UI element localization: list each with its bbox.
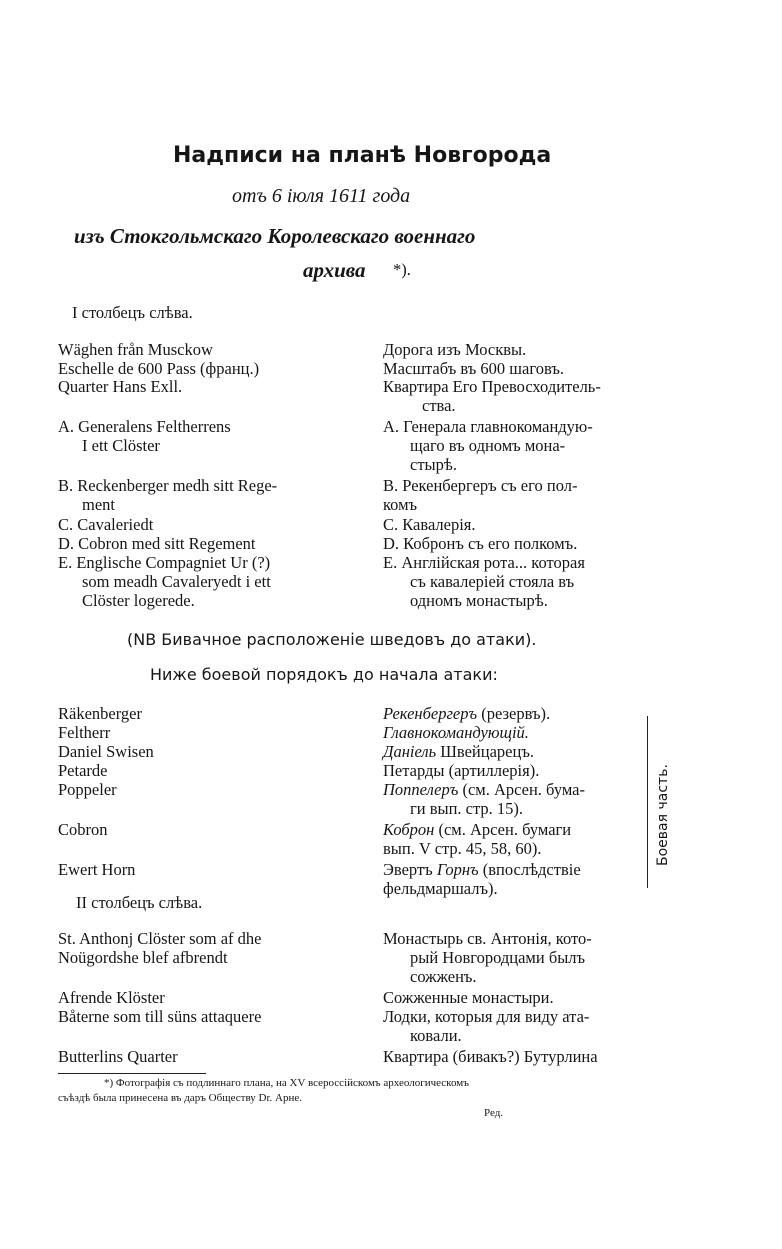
bracket [645,716,648,888]
left-text: ment [82,495,115,514]
source-line-2: архива [303,258,366,282]
left-text: Petarde [58,761,108,780]
left-text: B. Reckenberger medh sitt Rege- [58,476,278,495]
right-text: стырѣ. [410,455,457,474]
left-text: Daniel Swisen [58,742,154,761]
right-text: Даніель Швейцарецъ. [383,742,534,761]
right-text: Монастырь св. Антонія, кото- [383,929,592,948]
right-text: Коброн (см. Арсен. бумаги [383,820,572,839]
left-text: St. Anthonj Clöster som af dhe [58,929,262,948]
left-text: Clöster logerede. [82,591,195,610]
right-text: съ кавалеріей стояла въ [410,572,575,591]
left-text: I ett Clöster [82,436,160,455]
source-line-1: изъ Стокгольмскаго Королевскаго военнаго [74,224,476,248]
left-text: D. Cobron med sitt Regement [58,534,256,553]
footnote-line-1: *) Фотографія съ подлиннаго плана, на XV всероссійскомъ археологическомъ [104,1077,469,1089]
left-text: Quarter Hans Exll. [58,377,183,396]
left-text: C. Cavaleriedt [58,515,154,534]
right-text: рый Новгородцами былъ [410,948,586,967]
right-text: Петарды (артиллерія). [383,761,540,780]
footnote-signature: Ред. [484,1107,504,1119]
left-text: Ewert Horn [58,860,136,879]
right-text: Лодки, которыя для виду ата- [383,1007,590,1026]
right-text: одномъ монастырѣ. [410,591,548,610]
right-text: Поппелеръ (см. Арсен. бума- [383,780,586,799]
left-text: som meadh Cavaleryedt i ett [82,572,271,591]
right-text: B. Рекенбергеръ съ его пол- [383,476,578,495]
date-line: отъ 6 іюля 1611 года [232,185,411,207]
right-text: Эвертъ Горнъ (впослѣдствіе [383,860,581,879]
right-text: C. Кавалерія. [383,515,476,534]
side-label: Боевая часть. [655,764,671,866]
left-text: Båterne som till süns attaquere [58,1007,262,1026]
left-text: Butterlins Quarter [58,1047,178,1066]
right-text: A. Генерала главнокомандую- [383,417,593,436]
right-text: сожженъ. [410,967,477,986]
left-text: Afrende Klöster [58,988,165,1007]
right-text: Рекенбергеръ (резервъ). [383,704,551,723]
right-text: ковали. [410,1026,462,1045]
right-text: Квартира (бивакъ?) Бутурлина [383,1047,598,1066]
left-text: Feltherr [58,723,111,742]
left-text: Poppeler [58,780,117,799]
right-text: Дорога изъ Москвы. [383,340,527,359]
right-text: Главнокомандующій. [383,723,529,742]
battle-heading: Ниже боевой порядокъ до начала атаки: [150,665,498,684]
right-text: комъ [383,495,418,514]
right-text: щаго въ одномъ мона- [410,436,566,455]
footnote-mark: *). [393,260,411,279]
right-text: Сожженные монастыри. [383,988,554,1007]
right-text: Масштабъ въ 600 шаговъ. [383,359,564,378]
footnote-rule [58,1073,206,1074]
left-text: Cobron [58,820,108,839]
left-text: Räkenberger [58,704,142,723]
nb-note: (NB Бивачное расположеніе шведовъ до атаки). [127,630,537,649]
left-text: A. Generalens Feltherrens [58,417,231,436]
left-text: Wäghen från Musckow [58,340,213,359]
right-text: фельдмаршалъ). [383,879,498,898]
right-text: ги вып. стр. 15). [410,799,524,818]
left-text: E. Englische Compagniet Ur (?) [58,553,271,572]
section-heading-col1: I столбецъ слѣва. [72,303,193,322]
left-text: Eschelle de 600 Pass (франц.) [58,359,260,378]
right-text: Квартира Его Превосходитель- [383,377,601,396]
right-text: ства. [422,396,456,415]
section-heading-col2: II столбецъ слѣва. [76,893,203,912]
right-text: D. Кобронъ съ его полкомъ. [383,534,578,553]
right-text: вып. V стр. 45, 58, 60). [383,839,542,858]
left-text: Noügordshe blef afbrendt [58,948,228,967]
footnote-line-2: съѣздѣ была принесена въ даръ Обществу Dr. Арне. [58,1092,303,1104]
page-title: Надписи на планѣ Новгорода [173,143,552,168]
right-text: E. Англійская рота... которая [383,553,585,572]
